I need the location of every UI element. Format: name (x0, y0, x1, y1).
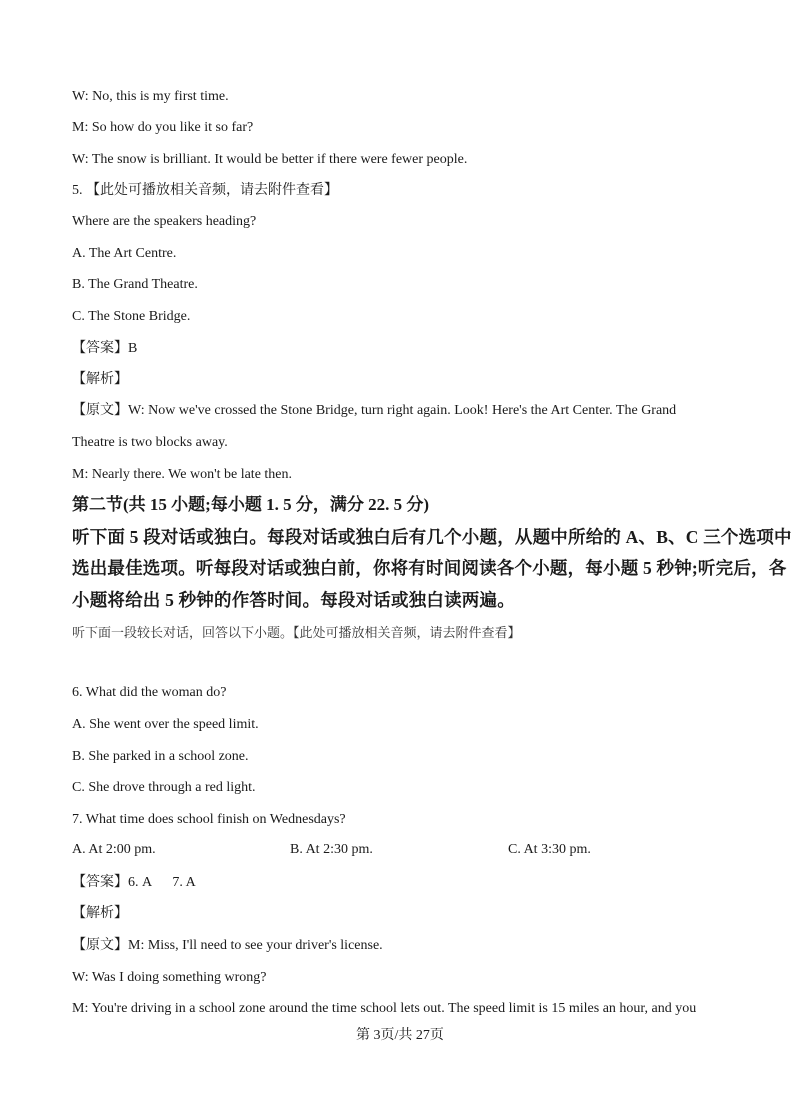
page-number: 第 3页/共 27页 (356, 1028, 444, 1043)
section-title: 第二节(共 15 小题;每小题 1. 5 分，满分 22. 5 分) (72, 495, 429, 514)
option-a: A. She went over the speed limit. (72, 717, 259, 732)
transcript-line: Theatre is two blocks away. (72, 435, 228, 450)
answer: 【答案】B (72, 341, 138, 356)
question-7-text: 7. What time does school finish on Wednesdays? (72, 812, 346, 827)
dialogue-line: M: You're driving in a school zone around the time school lets out. The speed limit is 15 miles an hour, and you (72, 1001, 697, 1016)
listening-instruction: 听下面一段较长对话，回答以下小题。【此处可播放相关音频，请去附件查看】 (72, 625, 521, 640)
transcript-line: 【原文】W: Now we've crossed the Stone Bridge, turn right again. Look! Here's the Art Center. The Grand (72, 403, 677, 418)
option-b: B. She parked in a school zone. (72, 749, 249, 764)
question-5-text: Where are the speakers heading? (72, 214, 257, 229)
dialogue-line: W: No, this is my first time. (72, 89, 229, 104)
dialogue-line: W: The snow is brilliant. It would be better if there were fewer people. (72, 152, 468, 167)
option-a: A. The Art Centre. (72, 246, 177, 261)
option-c: C. The Stone Bridge. (72, 309, 191, 324)
instruction-line: 听下面 5 段对话或独白。每段对话或独白后有几个小题，从题中所给的 A、B、C 三个选项中 (72, 527, 792, 547)
dialogue-line: M: Nearly there. We won't be late then. (72, 467, 293, 482)
analysis-label: 【解析】 (72, 372, 128, 387)
dialogue-line: M: So how do you like it so far? (72, 120, 254, 135)
instruction-line: 选出最佳选项。听每段对话或独白前，你将有时间阅读各个小题，每小题 5 秒钟;听完后，各 (72, 558, 787, 578)
instruction-line: 小题将给出 5 秒钟的作答时间。每段对话或独白读两遍。 (72, 590, 515, 610)
audio-link[interactable]: 5. 【此处可播放相关音频，请去附件查看】 (72, 183, 338, 198)
answer: 【答案】6. A 7. A (72, 875, 196, 890)
faded-header-residue (72, 46, 242, 72)
option-c: C. She drove through a red light. (72, 780, 256, 795)
transcript-line: 【原文】M: Miss, I'll need to see your driver's license. (72, 938, 383, 953)
question-5-header (72, 182, 338, 200)
option-a: A. At 2:00 pm. (72, 842, 156, 857)
dialogue-line: W: Was I doing something wrong? (72, 970, 267, 985)
option-b: B. The Grand Theatre. (72, 277, 198, 292)
option-c: C. At 3:30 pm. (508, 842, 591, 857)
option-b: B. At 2:30 pm. (290, 842, 373, 857)
analysis-label: 【解析】 (72, 906, 128, 921)
question-6-text: 6. What did the woman do? (72, 685, 227, 700)
